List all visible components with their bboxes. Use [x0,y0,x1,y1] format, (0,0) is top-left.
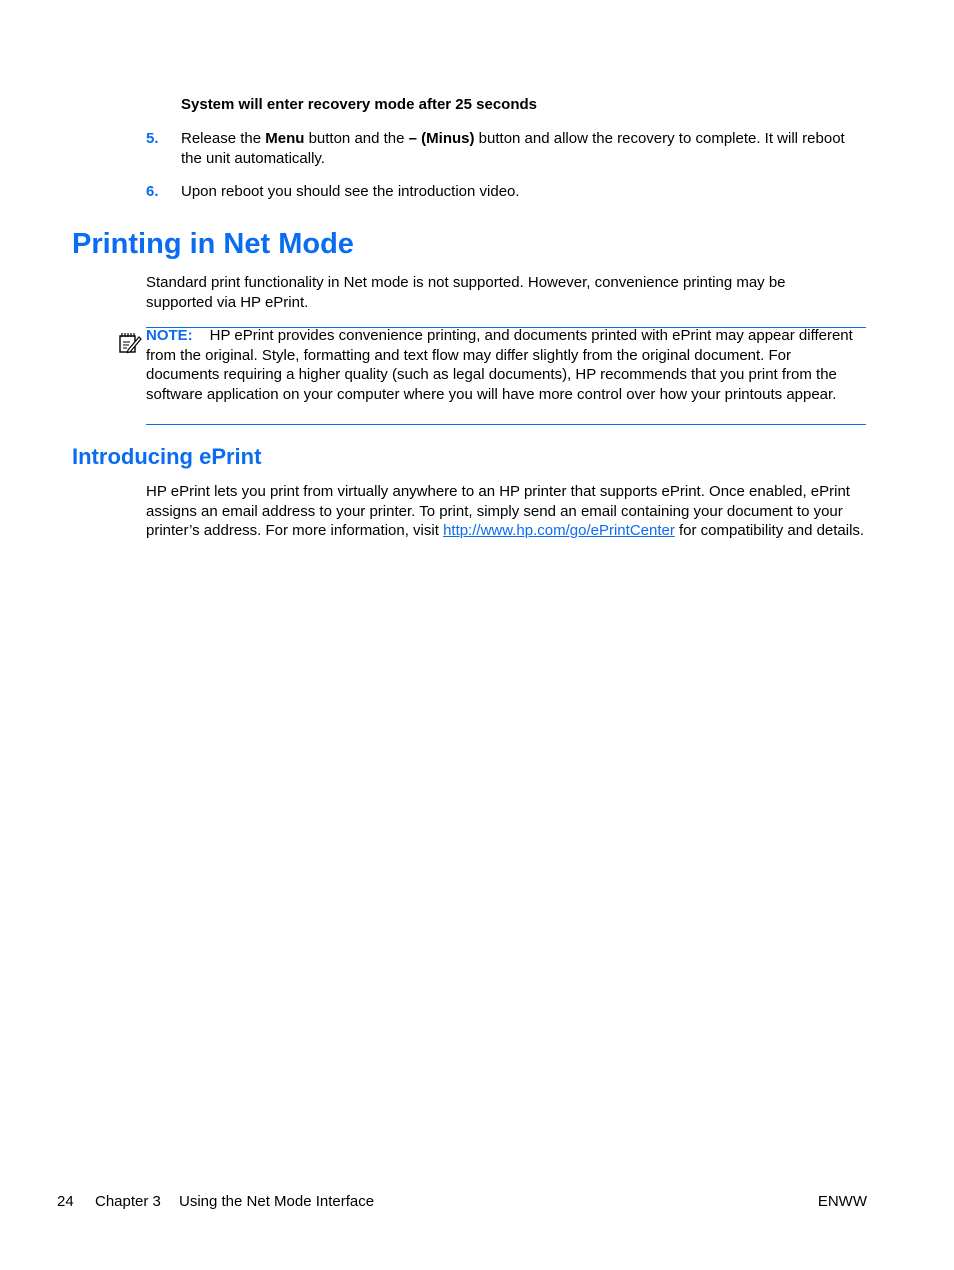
note-pencil-icon [116,330,142,356]
footer-chapter: Chapter 3 [95,1193,161,1210]
eprint-center-link[interactable]: http://www.hp.com/go/ePrintCenter [443,522,675,539]
list-item-step-6 [146,182,866,202]
subsection-heading: Introducing ePrint [72,444,262,469]
note-text: NOTE: HP ePrint provides convenience printing, and documents printed with ePrint may appear different from the original. Style, formatting and text flow may differ slightly from the original document. For documents requiring a higher quality (such as legal documents), HP recommends that you print from the software application on your computer where you will have more control over how your printouts appear. [146,327,853,403]
step-number: 6. [146,183,159,200]
step-number: 5. [146,130,159,147]
footer-right-label: ENWW [817,1193,867,1210]
recovery-mode-note: System will enter recovery mode after 25 seconds [181,96,537,113]
section-intro-paragraph: Standard print functionality in Net mode is not supported. However, convenience printing may be supported via HP ePrint. [146,274,786,311]
footer-chapter-title: Using the Net Mode Interface [179,1193,375,1210]
note-bottom-rule [146,424,866,425]
section-heading: Printing in Net Mode [72,228,354,260]
note-label: NOTE: [146,327,193,344]
step-text: Release the Menu button and the – (Minus) button and allow the recovery to complete. It will reboot the unit automatically. [181,130,845,167]
list-item-step-5 [146,129,866,168]
step-text: Upon reboot you should see the introduction video. [181,183,520,200]
page-number: 24 [57,1193,74,1210]
menu-button-name: Menu [265,130,305,147]
minus-button-name: – (Minus) [408,130,475,147]
eprint-paragraph: HP ePrint lets you print from virtually anywhere to an HP printer that supports ePrint. Once enabled, ePrint assigns an email address to your printer. To print, simply send an email containing your document to your printer’s address. For more information, visit http://www.hp.com/go/ePrintCenter for compatibility and details. [146,483,865,539]
